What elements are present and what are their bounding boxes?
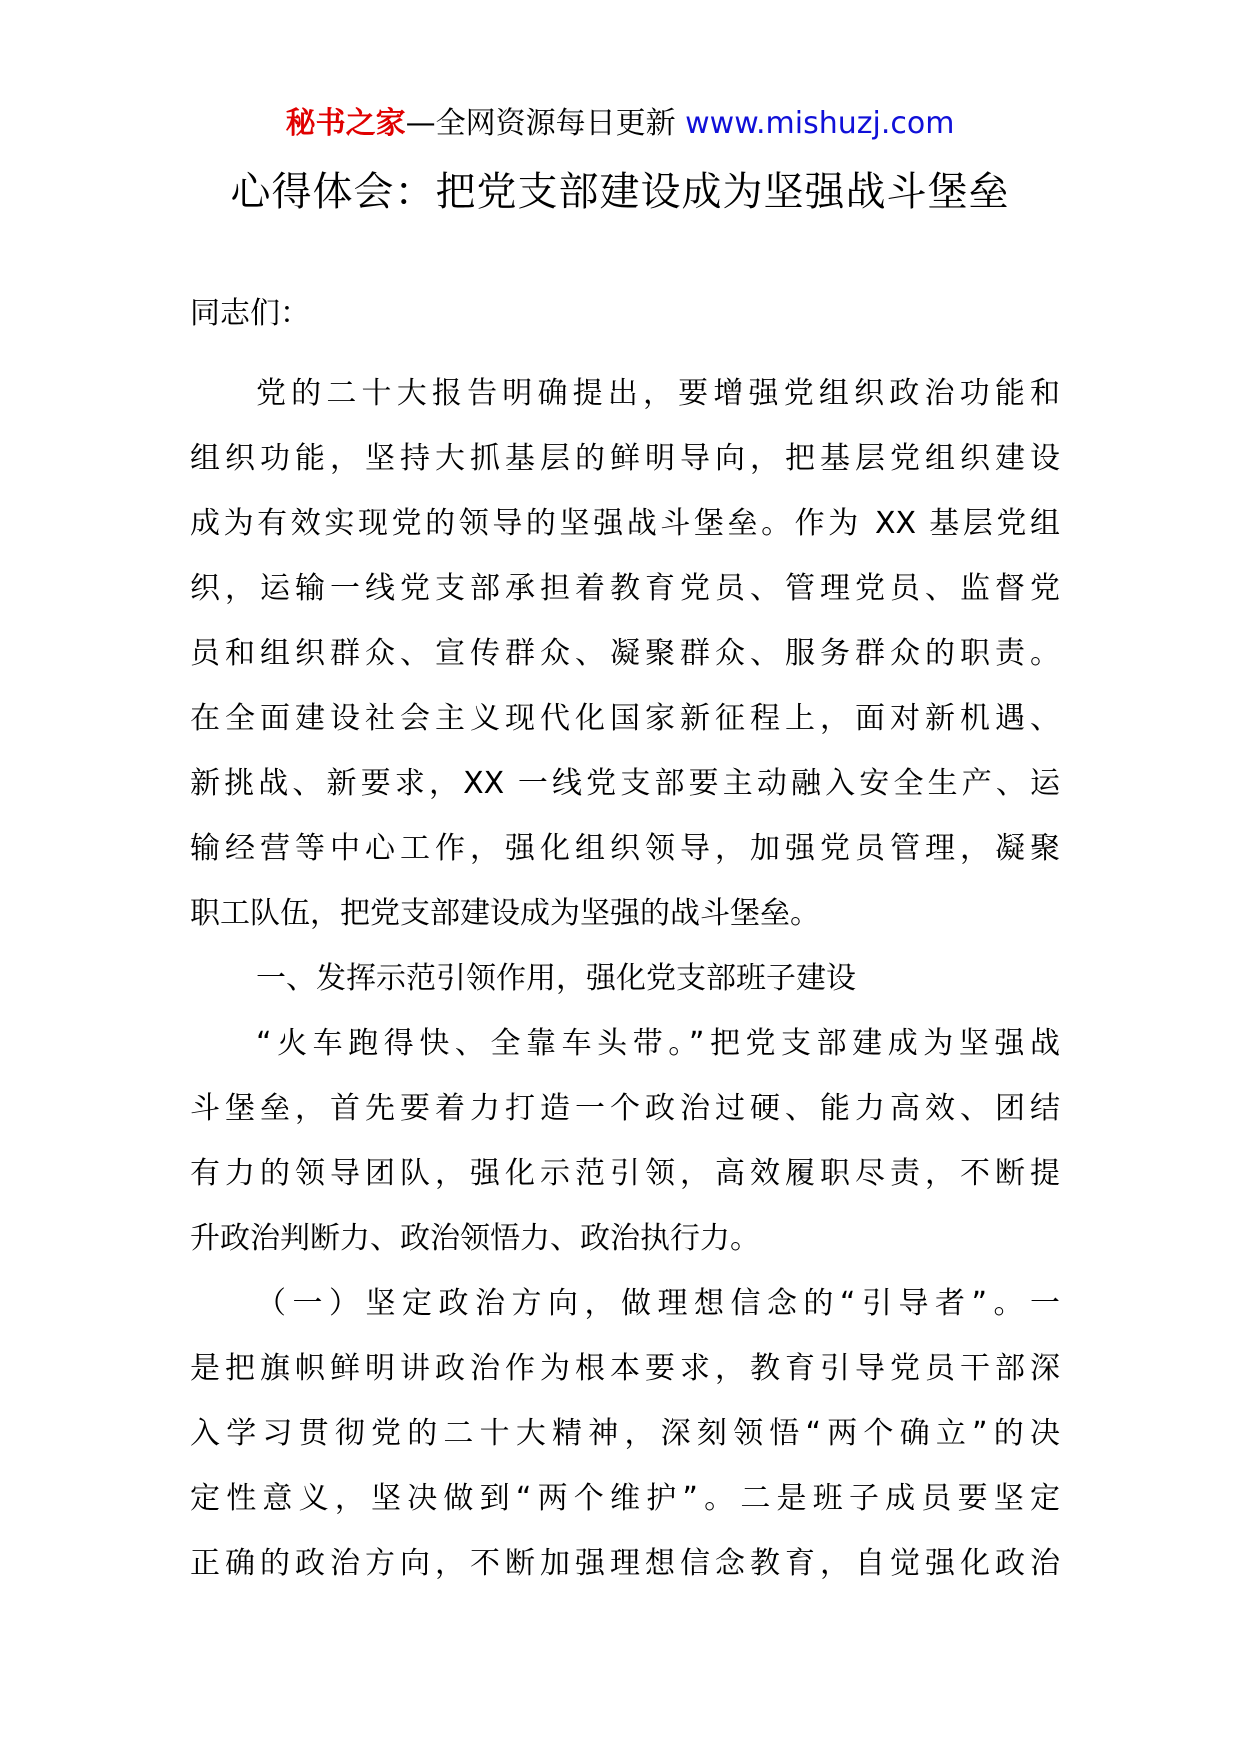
paragraph-line: 斗堡垒，首先要着力打造一个政治过硬、能力高效、团结 [190, 1091, 1060, 1126]
site-header [0, 102, 1240, 146]
paragraph-line: 组织功能，坚持大抓基层的鲜明导向，把基层党组织建设 [190, 441, 1060, 476]
paragraph-line: 是把旗帜鲜明讲政治作为根本要求，教育引导党员干部深 [190, 1351, 1060, 1386]
paragraph-line: 升政治判断力、政治领悟力、政治执行力。 [190, 1221, 760, 1256]
site-slogan: —全网资源每日更新 [405, 106, 686, 141]
salutation: 同志们： [190, 296, 310, 331]
document-body [190, 297, 1060, 1596]
paragraph-line: 新挑战、新要求，XX 一线党支部要主动融入安全生产、运 [190, 766, 1060, 801]
site-brand: 秘书之家 [285, 106, 406, 141]
paragraph-line: 党的二十大报告明确提出，要增强党组织政治功能和 [256, 376, 1060, 411]
paragraph-line: 员和组织群众、宣传群众、凝聚群众、服务群众的职责。 [190, 636, 1060, 671]
paragraph-line: 在全面建设社会主义现代化国家新征程上，面对新机遇、 [190, 701, 1060, 736]
section-heading: 一、发挥示范引领作用，强化党支部班子建设 [256, 961, 856, 996]
paragraph-line: 正确的政治方向，不断加强理想信念教育，自觉强化政治 [190, 1546, 1060, 1581]
paragraph-line: 成为有效实现党的领导的坚强战斗堡垒。作为 XX 基层党组 [190, 506, 1060, 541]
paragraph-line: 定性意义，坚决做到“两个维护”。二是班子成员要坚定 [190, 1481, 1060, 1516]
paragraph [190, 1011, 1060, 1271]
paragraph [190, 1271, 1060, 1596]
paragraph-line: “火车跑得快、全靠车头带。”把党支部建成为坚强战 [256, 1026, 1060, 1061]
document-title: 心得体会：把党支部建设成为坚强战斗堡垒 [230, 169, 1010, 215]
site-url-link[interactable]: www.mishuzj.com [685, 106, 955, 141]
paragraph-line: 有力的领导团队，强化示范引领，高效履职尽责，不断提 [190, 1156, 1060, 1191]
paragraph-line: 织，运输一线党支部承担着教育党员、管理党员、监督党 [190, 571, 1060, 606]
paragraph-line: 输经营等中心工作，强化组织领导，加强党员管理，凝聚 [190, 831, 1060, 866]
paragraph [190, 361, 1060, 946]
paragraph-line: 入学习贯彻党的二十大精神，深刻领悟“两个确立”的决 [190, 1416, 1060, 1451]
paragraph-line: 职工队伍，把党支部建设成为坚强的战斗堡垒。 [190, 896, 820, 931]
paragraph-line: （一）坚定政治方向，做理想信念的“引导者”。一 [256, 1286, 1060, 1321]
